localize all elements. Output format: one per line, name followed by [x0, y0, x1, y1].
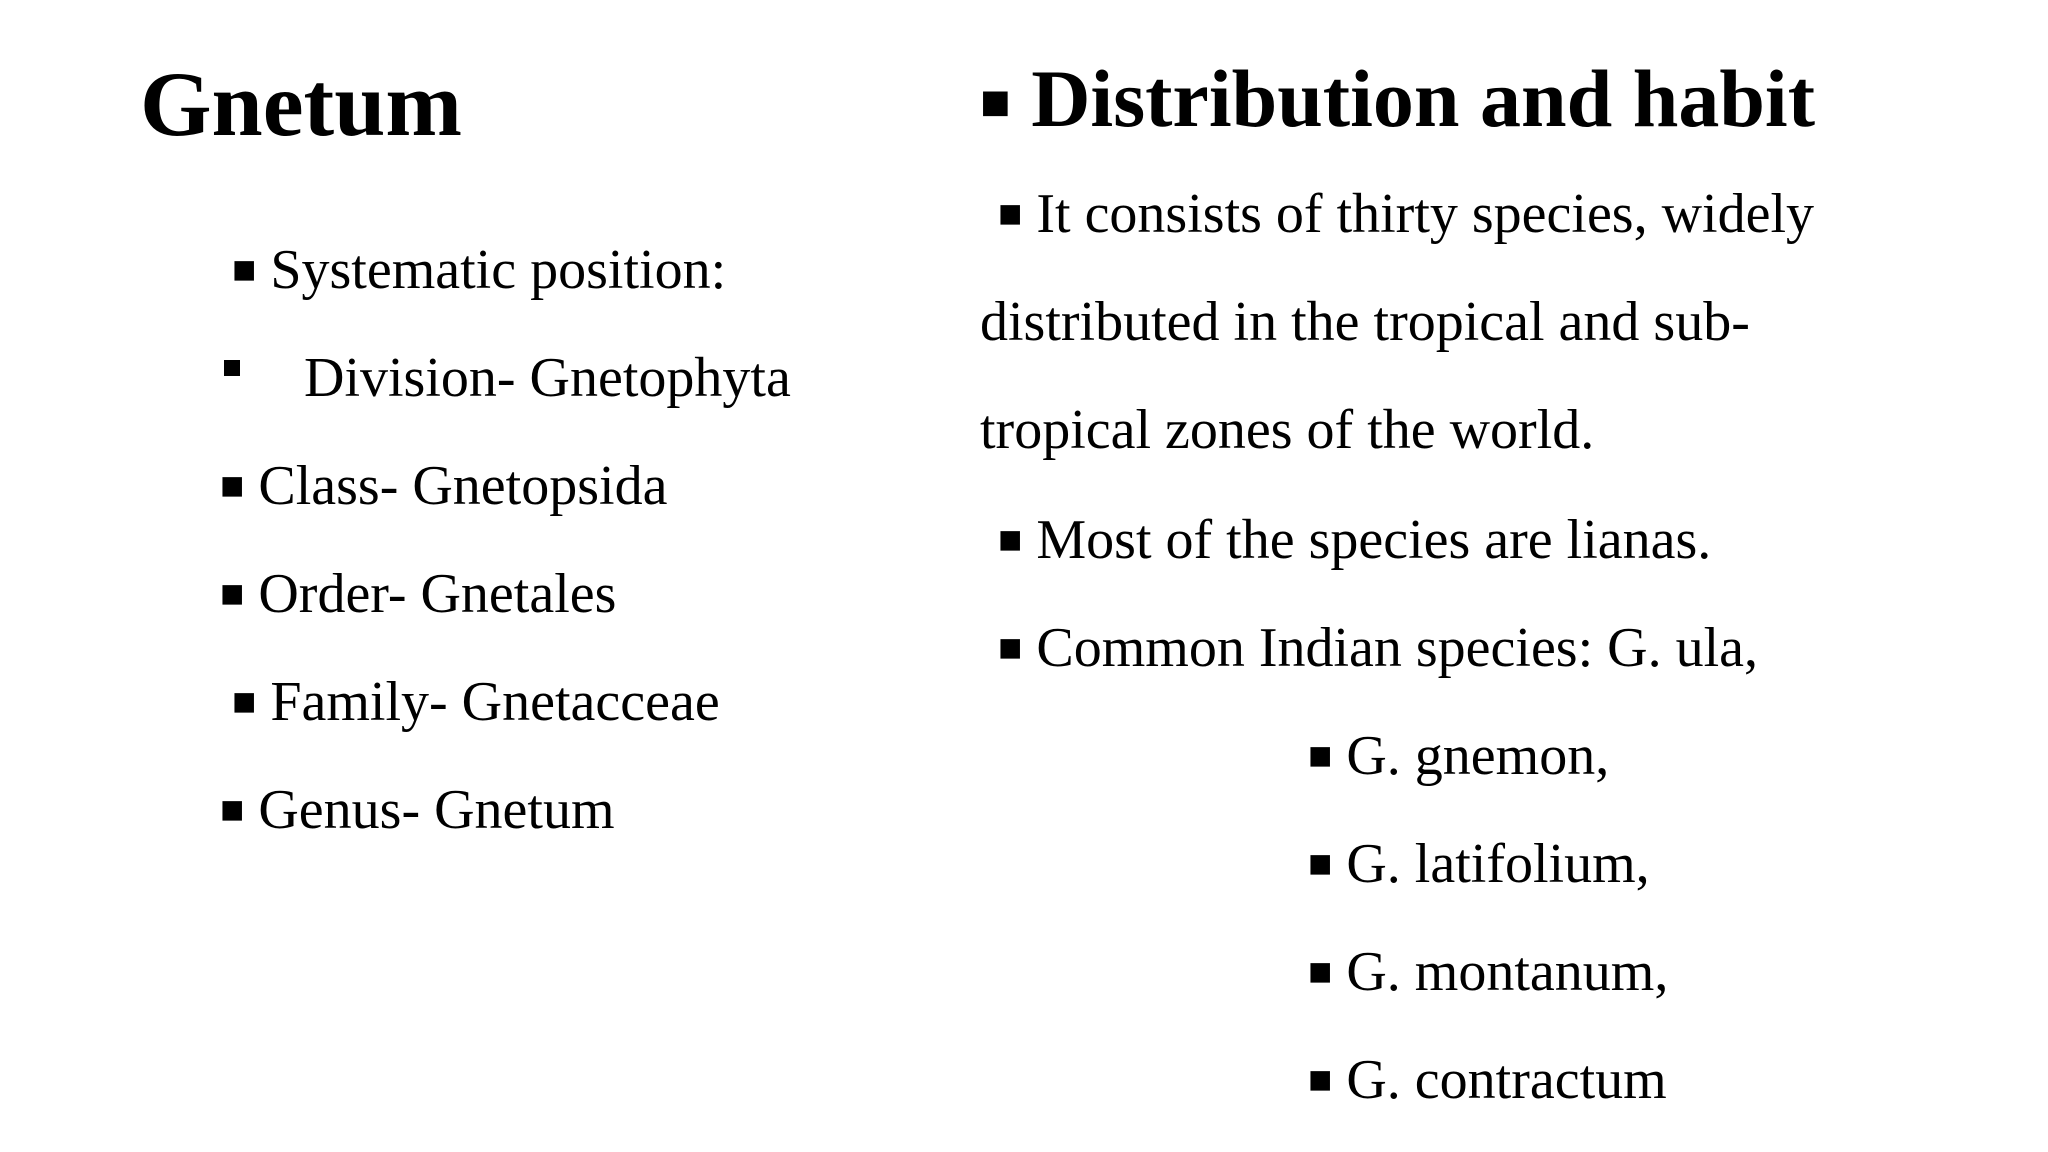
species-text: G. contractum	[1346, 1049, 1667, 1111]
slide-title: Gnetum	[140, 53, 462, 155]
list-item-text: Genus- Gnetum	[258, 779, 615, 841]
list-item-text: Family- Gnetacceae	[270, 671, 720, 733]
bullet-square-icon: ■	[1308, 733, 1333, 779]
paragraph-line	[998, 183, 1815, 245]
species-item	[1308, 833, 1650, 895]
bullet-square-icon: ■	[1308, 841, 1333, 887]
species-item	[1308, 725, 1610, 787]
species-text: G. montanum,	[1346, 941, 1669, 1003]
bullet-square-icon: ■	[1308, 1057, 1333, 1103]
list-item	[220, 563, 617, 625]
bullet-square-icon: ■	[232, 247, 257, 293]
list-item	[220, 779, 615, 841]
paragraph-line: distributed in the tropical and sub-	[980, 291, 1750, 353]
list-item-text: Most of the species are lianas.	[1036, 509, 1712, 571]
list-item-text: Common Indian species: G. ula,	[1036, 617, 1759, 679]
list-item	[232, 671, 720, 733]
species-text: G. latifolium,	[1346, 833, 1650, 895]
species-item	[1308, 941, 1669, 1003]
bullet-square-icon: ■	[1308, 949, 1333, 995]
list-item-text: Division- Gnetophyta	[304, 347, 791, 409]
list-item-text: Order- Gnetales	[258, 563, 617, 625]
bullet-square-icon: ■	[220, 787, 245, 833]
list-item	[220, 455, 668, 517]
bullet-square-icon: ■	[232, 679, 257, 725]
list-item	[998, 509, 1712, 571]
bullet-square-icon: ■	[980, 73, 1011, 130]
bullet-square-icon: ■	[998, 517, 1023, 563]
species-text: G. gnemon,	[1346, 725, 1610, 787]
section-title	[980, 53, 1816, 144]
list-item	[224, 347, 791, 409]
paragraph-line: tropical zones of the world.	[980, 399, 1595, 461]
list-item	[232, 239, 727, 301]
list-item-text: Class- Gnetopsida	[258, 455, 668, 517]
bullet-square-icon: ■	[998, 191, 1023, 237]
bullet-small-square-icon	[224, 360, 240, 376]
section-title-text: Distribution and habit	[1031, 53, 1816, 144]
bullet-square-icon: ■	[220, 463, 245, 509]
paragraph-text: It consists of thirty species, widely	[1036, 183, 1815, 245]
list-item	[998, 617, 1759, 679]
species-item	[1308, 1049, 1667, 1111]
bullet-square-icon: ■	[998, 625, 1023, 671]
list-item-text: Systematic position:	[270, 239, 727, 301]
bullet-square-icon: ■	[220, 571, 245, 617]
